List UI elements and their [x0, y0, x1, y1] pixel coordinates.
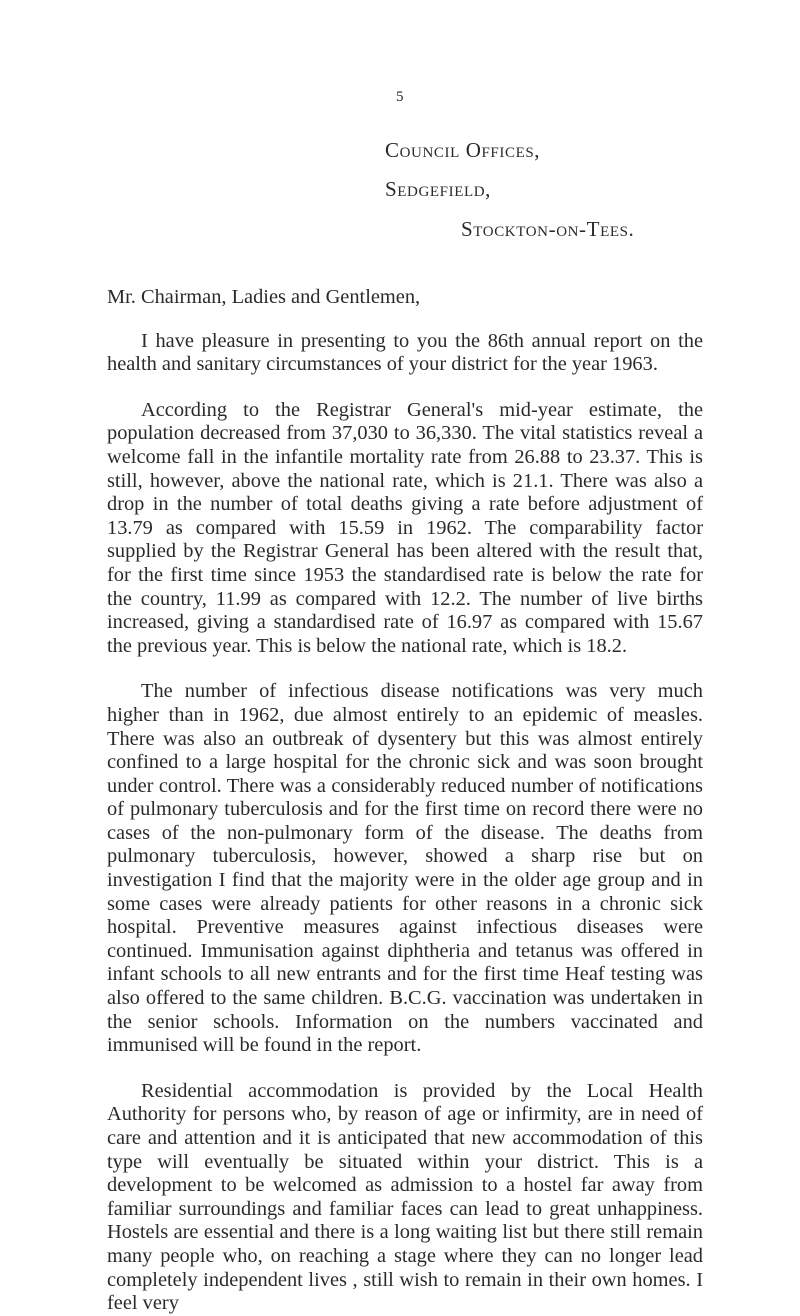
address-line-stockton: Stockton-on-Tees.: [461, 217, 635, 241]
paragraph-introduction: I have pleasure in presenting to you the 86th annual report on the health and sanitary circumstances of your district for the year 1963.: [107, 329, 703, 376]
salutation: Mr. Chairman, Ladies and Gentlemen,: [107, 286, 421, 308]
address-line-council-offices: Council Offices,: [385, 138, 541, 162]
paragraph-infectious-disease: The number of infectious disease notifications was very much higher than in 1962, due almost entirely to an epidemic of measles. There was also an outbreak of dysentery but this was almost entirely confined to a large hospital for the chronic sick and was soon brought under control. There was a considerably reduced number of notifications of pulmonary tuberculosis and for the first time on record there were no cases of the non-pulmonary form of the disease. The deaths from pulmonary tuberculosis, however, showed a sharp rise but on investigation I find that the majority were in the older age group and in some cases were already patients for other reasons in a chronic sick hospital. Preventive measures against infectious diseases were continued. Immunisation against diphtheria and tetanus was offered in infant schools to all new entrants and for the first time Heaf testing was also offered to the same children. B.C.G. vaccination was undertaken in the senior schools. Information on the numbers vaccinated and immunised will be found in the report.: [107, 680, 703, 1057]
paragraph-residential-accommodation: Residential accommodation is provided by the Local Health Authority for persons who, by reason of age or infirmity, are in need of care and attention and it is anticipated that new accommodation of this type will eventually be situated within your district. This is a development to be welcomed as admission to a hostel far away from familiar surroundings and familiar faces can lead to great unhappiness. Hostels are essential and there is a long waiting list but there still remain many people who, on reaching a stage where they can no longer lead completely independent lives , still wish to remain in their own homes. I feel very: [107, 1079, 703, 1315]
address-line-sedgefield: Sedgefield,: [385, 177, 492, 201]
page-number: 5: [396, 89, 404, 105]
paragraph-vital-statistics: According to the Registrar General's mid-year estimate, the population decreased from 37,030 to 36,330. The vital statistics reveal a welcome fall in the infantile mortality rate from 26.88 to 23.37. This is still, however, above the national rate, which is 21.1. There was also a drop in the number of total deaths giving a rate before adjustment of 13.79 as compared with 15.59 in 1962. The comparability factor supplied by the Registrar General has been altered with the result that, for the first time since 1953 the standardised rate is below the rate for the country, 11.99 as compared with 12.2. The number of live births increased, giving a standardised rate of 16.97 as compared with 15.67 the previous year. This is below the national rate, which is 18.2.: [107, 398, 703, 657]
letter-body: [107, 286, 703, 1316]
